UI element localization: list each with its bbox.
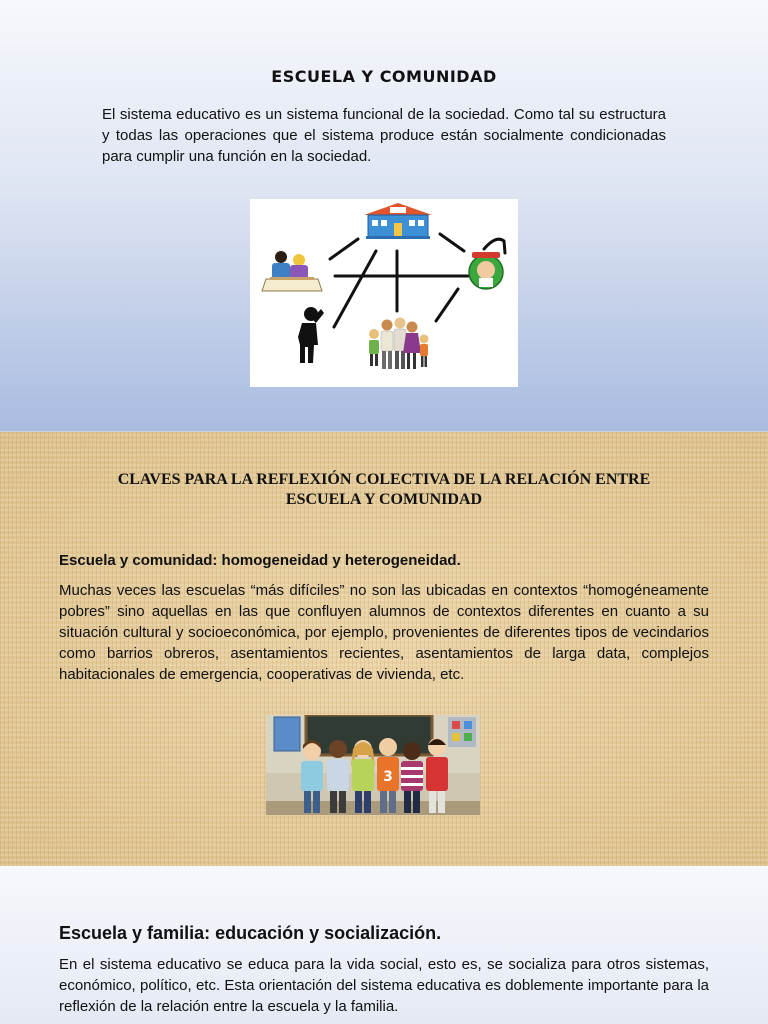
slide-claves (0, 432, 768, 866)
heading-line-2: ESCUELA Y COMUNIDAD (285, 491, 483, 508)
family-group-icon (369, 318, 429, 370)
students-studying-icon (262, 251, 322, 291)
section-subheading: Escuela y familia: educación y socialización. (59, 923, 442, 943)
section-subheading: Escuela y comunidad: homogeneidad y heterogeneidad. (59, 552, 461, 569)
slide-escuela-y-comunidad (0, 0, 768, 432)
slide-title: ESCUELA Y COMUNIDAD (271, 67, 497, 86)
slide-paragraph: En el sistema educativo se educa para la vida social, esto es, se socializa para otros sistemas, económico, político, etc. Esta orientación del sistema educativa es doblemente importante para la reflexión de la relación entre la escuela y la familia. (59, 956, 709, 1015)
slide-escuela-y-familia (0, 866, 768, 1024)
slide-paragraph: Muchas veces las escuelas “más difíciles” no son las ubicadas en contextos “homogéneamente pobres” sino aquellas en las que confluyen alumnos de contextos diferentes en cuanto a su situación cultural y socioeconómica, por ejemplo, provenientes de diferentes tipos de vecindarios como barrios obreros, asentamientos recientes, asentamientos de larga data, complejos habitacionales de emergencia, cooperativas de vivienda, etc. (59, 582, 709, 683)
slide-heading (40, 470, 728, 510)
teacher-badge-icon (469, 252, 503, 289)
children-classroom-photo (266, 715, 480, 815)
thinking-person-icon (298, 307, 324, 363)
heading-line-1: CLAVES PARA LA REFLEXIÓN COLECTIVA DE LA RELACIÓN ENTRE (117, 471, 651, 488)
jersey-number: 3 (383, 769, 393, 785)
slide-paragraph: El sistema educativo es un sistema funcional de la sociedad. Como tal su estructura y todas las operaciones que el sistema produce están socialmente condicionadas para cumplir una función en la sociedad. (102, 106, 666, 165)
school-community-diagram (250, 199, 518, 387)
school-building-icon (364, 203, 432, 239)
